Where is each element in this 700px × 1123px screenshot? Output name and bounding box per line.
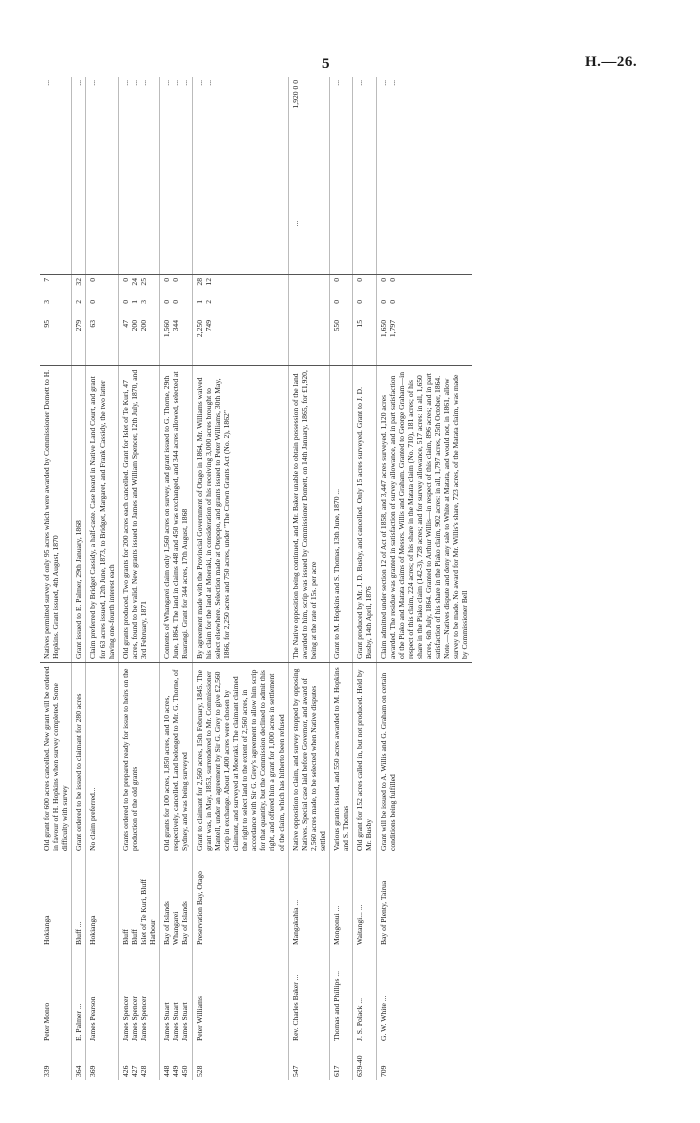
subsequent-remarks: Old grants produced. Two grants for 200 acres each cancelled. Grant for Islet of Te Kuri, 47 acres, found to be valid. New grants issued to James and William Spencer, 12th July, 1870, and 3rd February, 1871 [118, 366, 159, 663]
claimant-name: E. Palmer ... [72, 948, 86, 1044]
scrip-column [160, 173, 192, 275]
perches-value [288, 275, 329, 298]
subsequent-remarks: Grant issued to E. Palmer, 29th January, 1868 [72, 366, 86, 663]
commission-decision: Grant ordered to be issued to claimant for 280 acres [72, 663, 86, 855]
claim-number: 547 [288, 1044, 329, 1080]
document-code: H.—26. [585, 54, 638, 70]
table-row [72, 77, 86, 1080]
claimant-name: Thomas and Phillips ... [330, 948, 353, 1044]
claimant-name: James Pearson [86, 948, 118, 1044]
roods-value: 0 0 [376, 297, 472, 317]
roods-value: 0 0 [160, 297, 192, 317]
scrip-column [72, 173, 86, 275]
perches-value: 0 [330, 275, 353, 298]
claim-place: Waitangi... ... [353, 854, 376, 948]
amount-value: ... [42, 80, 51, 86]
acres-value: 550 [330, 317, 353, 366]
claim-place: Mongonui ... [330, 854, 353, 948]
table-row [192, 77, 288, 1080]
table-row [118, 77, 159, 1080]
claim-place: Bay of Islands Whangarei Bay of Islands [160, 854, 192, 948]
claim-place: Bluff ... [72, 854, 86, 948]
commission-decision: Grant will be issued to A. Willis and G. Graham on certain conditions being fulfilled [376, 663, 472, 855]
perches-value: 28 12 [192, 275, 288, 298]
claim-number: 448 449 450 [160, 1044, 192, 1080]
perches-value: 0 0 [160, 275, 192, 298]
roods-value: 0 [330, 297, 353, 317]
amount-value: ... [86, 77, 118, 173]
acres-value: 63 [86, 317, 118, 366]
commission-decision: Grants ordered to be prepared ready for issue to heirs on the production of the old grants [118, 663, 159, 855]
claimant-name: J. S. Polack ... [353, 948, 376, 1044]
claimant-name: James Spencer James Spencer James Spencer [118, 948, 159, 1044]
subsequent-remarks: By agreement made with the Provincial Government of Otago in 1864, Mr. Williams waived his claim for the land at Moeraki, in consideration of his receiving 3,000 acres brought to select elsewhere. Selection made at Otepopo, and grants issued to Peter Williams, 30th May, 1866, for 2,250 acres and 750 acres, under "The Crown Grants Act (No. 2), 1862" [192, 366, 288, 663]
claim-number: 617 [330, 1044, 353, 1080]
amount-value: ... [353, 77, 376, 173]
acres-value: 95 [42, 320, 51, 328]
scrip-column [376, 173, 472, 275]
amount-value: ... ... [376, 77, 472, 173]
roods-value: 0 1 3 [118, 297, 159, 317]
acres-value: 1,650 1,797 [376, 317, 472, 366]
claim-place: Bluff Bluff Islet of Te Kuri, Bluff Harbour [118, 854, 159, 948]
commission-decision: Old grant for 152 acres called in, but not produced. Held by Mr. Busby [353, 663, 376, 855]
scrip-column [192, 173, 288, 275]
claim-number: 426 427 428 [118, 1044, 159, 1080]
claim-number: 369 [86, 1044, 118, 1080]
subsequent-remarks: Claim admitted under section 12 of Act of 1858, and 3,447 acres surveyed. 1,120 acres awarded. The residue was granted in satisfaction of survey allowance, and in part satisfaction of the Piako and Matata claims of Messrs. Willis and Graham. Granted to George Graham—in respect of this claim, 224 acres; of his share in the Matata claim (No. 710), 181 acres; of his share in the Piako claim (142-3), 728 acres; and for survey allowance, 517 acres: in all, 1,650 acres, 6th July, 1864. Granted to Arthur Willis—in respect of this claim, 896 acres; and in part satisfaction of his share in the Piako claim, 902 acres: in all, 1,797 acres, 25th October, 1864. Note.—Natives dispute and deny any sale to White at Matata, and would not, in 1861, allow survey to be made. No award for Mr. Willis's share, 723 acres, of the Matata claim, was made by Commissioner Bell [376, 366, 472, 663]
claim-number: 528 [192, 1044, 288, 1080]
amount-value: ... ... ... [160, 77, 192, 173]
table-row [330, 77, 353, 1080]
amount-value: ... [330, 77, 353, 173]
acres-value [288, 317, 329, 366]
table-row [40, 77, 72, 1080]
table-row [86, 77, 118, 1080]
table-row [353, 77, 376, 1080]
subsequent-remarks: Claim preferred by Bridget Cassidy, a half-caste. Case heard in Native Land Court, and grant for 63 acres issued, 12th June, 1873, to Bridget, Margaret, and Frank Cassidy, the two latter having one-fourth interest each [86, 366, 118, 663]
commission-decision: Grant to claimant for 2,560 acres, 15th February, 1845. The grant was, in May, 1853, surrendered to Mr. Commissioner Mantell, under an agreement by Sir G. Grey to give £2,560 scrip in exchange. About 1,400 acres were chosen by claimant, and surveyed at Moeraki. The claimant claimed the right to select land to the extent of 2,560 acres, in accordance with Sir G. Grey's agreement to allow him scrip for that quantity, but the Commission declined to admit this right, and offered him a grant for 1,000 acres in settlement of the claim, which has hitherto been refused [192, 663, 288, 855]
claim-place: Preservation Bay, Otago [192, 854, 288, 948]
acres-value: 1,560 344 [160, 317, 192, 366]
subsequent-remarks: Natives permitted survey of only 95 acres which were awarded by Commissioner Domett to H. Hopkins. Grant issued, 4th August, 1870 [40, 366, 72, 663]
claim-number: 639-40 [353, 1044, 376, 1080]
subsequent-remarks: Grant to M. Hopkins and S. Thomas, 13th June, 1870 ... [330, 366, 353, 663]
subsequent-remarks: The Native opposition being continued, and Mr. Baker unable to obtain possession of the land awarded to him, scrip was issued by Commissioner Domett, on 14th January, 1865, for £1,920, being at the rate of 15s. per acre [288, 366, 329, 663]
amount-value: 1,920 0 0 [288, 77, 329, 173]
claimant-name: Rev. Charles Baker ... [288, 948, 329, 1044]
scrip-column [353, 173, 376, 275]
table-row [376, 77, 472, 1080]
commission-decision: Old grant for 600 acres cancelled. New grant will be ordered in favour of H. Hopkins when survey completed. Some difficulty with survey [40, 663, 72, 855]
rotated-claims-table [40, 80, 650, 1080]
commission-decision: Old grants for 100 acres, 1,850 acres, and 10 acres, respectively, cancelled. Land belonged to Mr. G. Thorne, of Sydney, and was being surveyed [160, 663, 192, 855]
roods-value: 3 [42, 300, 51, 304]
claimant-name: James Stuart James Stuart James Stuart [160, 948, 192, 1044]
claim-place: Mangakahia ... [288, 854, 329, 948]
claims-table [40, 77, 472, 1080]
scrip-column [40, 173, 72, 275]
subsequent-remarks: Grant produced by Mr. J. D. Busby, and cancelled. Only 15 acres surveyed. Grant to J. D. Busby, 14th April, 1876 [353, 366, 376, 663]
roods-value: 2 [72, 297, 86, 317]
claimant-name: G. W. White ... [376, 948, 472, 1044]
table-row [288, 77, 329, 1080]
amount-value: ... ... [192, 77, 288, 173]
scrip-column [118, 173, 159, 275]
perches-value: 0 24 25 [118, 275, 159, 298]
amount-value: ... [72, 77, 86, 173]
commission-decision: Native opposition to claim, and survey stopped by opposing Natives. Special case laid before Governor, and award of 2,560 acres made, to be selected when Native disputes settled [288, 663, 329, 855]
acres-value: 47 200 200 [118, 317, 159, 366]
claim-place: Hokianga [42, 915, 51, 945]
scrip-column: ... [288, 173, 329, 275]
claim-number: 709 [376, 1044, 472, 1080]
perches-value: 0 [353, 275, 376, 298]
acres-value: 2,250 749 [192, 317, 288, 366]
claim-number: 364 [72, 1044, 86, 1080]
roods-value: 0 [86, 297, 118, 317]
roods-value: 0 [353, 297, 376, 317]
roods-value [288, 297, 329, 317]
claimant-name: Peter Williams [192, 948, 288, 1044]
claimant-name: Peter Monro [42, 1002, 51, 1041]
commission-decision: No claim preferred... [86, 663, 118, 855]
amount-value: ... ... ... [118, 77, 159, 173]
claim-place: Hokianga [86, 854, 118, 948]
perches-value: 0 [86, 275, 118, 298]
perches-value: 7 [42, 278, 51, 282]
roods-value: 1 2 [192, 297, 288, 317]
claim-number: 339 [42, 1065, 51, 1077]
acres-value: 15 [353, 317, 376, 366]
perches-value: 0 0 [376, 275, 472, 298]
scrip-column [86, 173, 118, 275]
table-row [160, 77, 192, 1080]
perches-value: 32 [72, 275, 86, 298]
page-number: 5 [322, 56, 330, 72]
acres-value: 279 [72, 317, 86, 366]
scrip-column [330, 173, 353, 275]
claim-place: Bay of Plenty, Tairua [376, 854, 472, 948]
commission-decision: Various grants issued, and 550 acres awarded to M. Hopkins and S. Thomas [330, 663, 353, 855]
subsequent-remarks: Contents of Whangarei claim only 1,560 acres on survey, and grant issued to G. Thorne, 29th June, 1864. The land in claims 448 and 450 was exchanged, and 344 acres allowed, selected at Ruarangi. Grant for 344 acres, 17th August, 1868 [160, 366, 192, 663]
